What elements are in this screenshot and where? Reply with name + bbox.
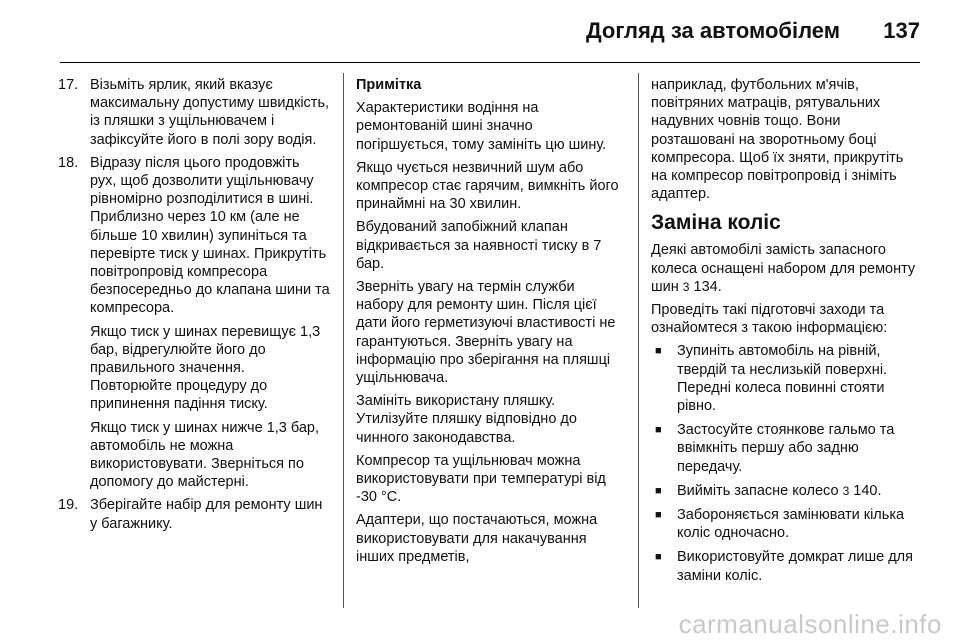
list-item	[651, 506, 923, 542]
column-1	[58, 76, 330, 538]
bullet-square-icon: ■	[655, 345, 662, 358]
page-ref[interactable]: 140	[853, 482, 878, 499]
intro-paragraph: Деякі автомобілі замість запасного колеса оснащені набором для ремонту шин 3 134.	[651, 242, 916, 295]
header-rule	[60, 62, 920, 63]
paragraph: Вбудований запобіжний клапан відкривається за наявності тиску в 7 бар.	[356, 219, 602, 272]
list-item	[651, 548, 923, 584]
page-ref-icon: 3	[842, 483, 850, 498]
step-17	[58, 76, 330, 154]
list-item	[651, 342, 923, 415]
step-paragraph: Якщо тиск у шинах нижче 1,3 бар, автомобіль не можна використовувати. Зверніться по допомогу до майстерні.	[90, 419, 320, 491]
page-header	[40, 14, 920, 50]
step-paragraph: Якщо тиск у шинах перевищує 1,3 бар, відрегулюйте його до правильного значення. Повторюйте процедуру до припинення падіння тиску.	[90, 323, 321, 413]
section-title: Заміна коліс	[651, 211, 781, 235]
paragraph: Зверніть увагу на термін служби набору для ремонту шин. Після цієї дати його герметизуючі властивості не гарантуються. Зверніть увагу на інформацію про зберігання на пляшці ущільнювача.	[356, 279, 616, 387]
step-text: Зберігайте набір для ремонту шин у багажнику.	[90, 497, 323, 532]
bullet-square-icon: ■	[655, 509, 662, 522]
watermark: carmanualsonline.info	[678, 609, 942, 639]
list-item	[651, 421, 923, 476]
page-number: 137	[883, 18, 920, 43]
paragraph: Компресор та ущільнювач можна використовувати при температурі від -30 °C.	[356, 452, 606, 506]
bullet-square-icon: ■	[655, 551, 662, 564]
step-number: 18.	[58, 154, 79, 171]
column-divider-2	[638, 73, 639, 608]
list-item-text: Зупиніть автомобіль на рівній, твердій та неслизькій поверхні. Передні колеса повинні стояти рівно.	[677, 343, 888, 415]
paragraph: Замініть використану пляшку. Утилізуйте пляшку відповідно до чинного законодавства.	[356, 393, 577, 446]
bullet-square-icon: ■	[655, 484, 662, 497]
page-ref-icon: 3	[682, 279, 690, 294]
page-title: Догляд за автомобілем	[585, 18, 840, 43]
list-item: ■ Вийміть запасне колесо 3 140.	[651, 482, 923, 500]
column-divider-1	[343, 73, 344, 608]
note-paragraph: Характеристики водіння на ремонтованій шині значно погіршується, тому замініть цю шину.	[356, 100, 607, 153]
list-item-text: Використовуйте домкрат лише для заміни коліс.	[677, 549, 913, 584]
step-text: Відразу після цього продовжіть рух, щоб дозволити ущільнювачу рівномірно розподілитися в шині. Приблизно через 10 км (але не більше 10 хвилин) зупиніться та перевірте тиск у шинах. Прикрутіть повітропровід компресора безпосередньо до клапана шини та компресора.	[90, 154, 330, 317]
bullet-list	[651, 342, 923, 584]
bullet-square-icon: ■	[655, 424, 662, 437]
note-title: Примітка	[356, 77, 422, 93]
step-19	[58, 496, 330, 537]
step-number: 17.	[58, 77, 79, 93]
step-number: 19.	[58, 497, 79, 514]
step-text: Візьміть ярлик, який вказує максимальну допустиму швидкість, із пляшки з ущільнювачем і зафіксуйте його в полі зору водія.	[90, 77, 330, 148]
paragraph: Адаптери, що постачаються, можна використовувати для накачування інших предметів,	[356, 512, 598, 565]
intro-paragraph: Проведіть такі підготовчі заходи та ознайомтеся з такою інформацією:	[651, 302, 888, 337]
paragraph: Якщо чується незвичний шум або компресор стає гарячим, вимкніть його принаймні на 30 хвилин.	[356, 159, 619, 213]
column-2	[356, 76, 624, 571]
continued-paragraph: наприклад, футбольних м'ячів, повітряних матраців, рятувальних надувних човнів тощо. Вони розташовані на зворотньому боці компресора. Щоб їх зняти, прикрутіть на компресор повітропровід і зніміть адаптер.	[651, 77, 904, 203]
list-item-text: Забороняється замінювати кілька коліс одночасно.	[677, 507, 905, 542]
list-item-text: Застосуйте стоянкове гальмо та ввімкніть першу або задню передачу.	[677, 422, 895, 475]
page-ref[interactable]: 134	[693, 278, 718, 295]
column-3	[651, 76, 923, 591]
step-18	[58, 154, 330, 497]
list-item-text: Вийміть запасне колесо	[677, 482, 839, 499]
